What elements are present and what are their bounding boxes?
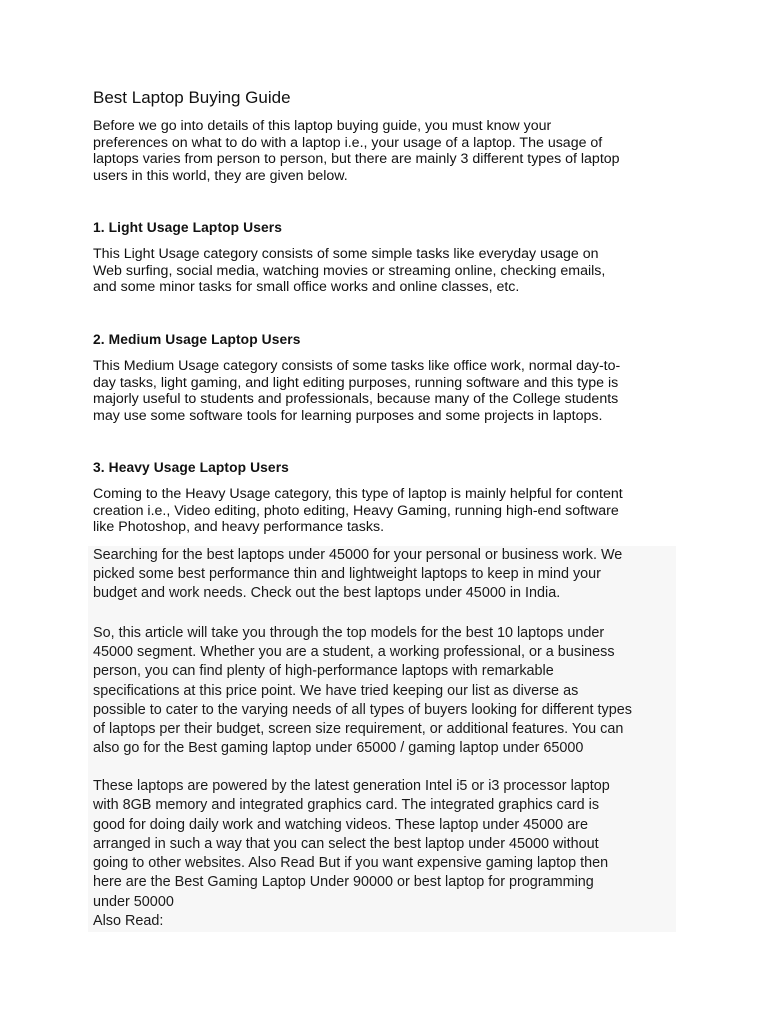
box-line: Also Read: bbox=[93, 913, 164, 930]
box-line: with 8GB memory and integrated graphics card. The integrated graphics card is bbox=[93, 797, 600, 814]
box-line: specifications at this price point. We have tried keeping our list as diverse as bbox=[93, 682, 579, 699]
box-line: person, you can find plenty of high-performance laptops with remarkable bbox=[93, 663, 554, 680]
box-line: arranged in such a way that you can select the best laptop under 45000 without bbox=[93, 835, 599, 852]
section-line: may use some software tools for learning purposes and some projects in laptops. bbox=[93, 407, 603, 424]
intro-line: users in this world, they are given below. bbox=[93, 167, 348, 184]
intro-paragraph bbox=[93, 118, 683, 184]
section-line: like Photoshop, and heavy performance tasks. bbox=[93, 519, 385, 536]
box-line: 45000 segment. Whether you are a student, a working professional, or a business bbox=[93, 644, 615, 661]
intro-line: laptops varies from person to person, but there are mainly 3 different types of laptop bbox=[93, 151, 620, 168]
box-line: going to other websites. Also Read But if you want expensive gaming laptop then bbox=[93, 855, 609, 872]
box-line: here are the Best Gaming Laptop Under 90000 or best laptop for programming bbox=[93, 874, 594, 891]
box-line: under 50000 bbox=[93, 893, 174, 910]
document-title: Best Laptop Buying Guide bbox=[93, 88, 291, 107]
box-line: budget and work needs. Check out the best laptops under 45000 in India. bbox=[93, 585, 561, 601]
section-line: Coming to the Heavy Usage category, this type of laptop is mainly helpful for content bbox=[93, 486, 623, 502]
section-line: majorly useful to students and professionals, because many of the College students bbox=[93, 391, 619, 408]
box-line: possible to cater to the varying needs of all types of buyers looking for different types bbox=[93, 701, 632, 718]
box-paragraph-2 bbox=[93, 624, 677, 758]
section-heading: 1. Light Usage Laptop Users bbox=[93, 220, 282, 235]
section-line: creation i.e., Video editing, photo editing, Heavy Gaming, running high-end software bbox=[93, 502, 619, 519]
box-line: These laptops are powered by the latest generation Intel i5 or i3 processor laptop bbox=[93, 778, 610, 794]
section-heavy-usage bbox=[93, 460, 683, 536]
section-medium-usage bbox=[93, 332, 683, 424]
intro-line: preferences on what to do with a laptop i.e., your usage of a laptop. The usage of bbox=[93, 134, 603, 151]
section-light-usage bbox=[93, 220, 683, 296]
section-line: Web surfing, social media, watching movies or streaming online, checking emails, bbox=[93, 262, 606, 279]
box-line: of laptops per their budget, screen size requirement, or additional features. You can bbox=[93, 721, 624, 738]
box-line: also go for the Best gaming laptop under 65000 / gaming laptop under 65000 bbox=[93, 740, 584, 757]
section-line: This Medium Usage category consists of some tasks like office work, normal day-to- bbox=[93, 358, 621, 374]
box-line: good for doing daily work and watching videos. These laptop under 45000 are bbox=[93, 816, 588, 833]
section-line: day tasks, light gaming, and light editing purposes, running software and this type is bbox=[93, 374, 619, 391]
section-line: and some minor tasks for small office works and online classes, etc. bbox=[93, 279, 520, 296]
box-line: So, this article will take you through the top models for the best 10 laptops under bbox=[93, 625, 605, 641]
box-line: picked some best performance thin and lightweight laptops to keep in mind your bbox=[93, 566, 601, 582]
section-line: This Light Usage category consists of some simple tasks like everyday usage on bbox=[93, 246, 599, 262]
section-heading: 2. Medium Usage Laptop Users bbox=[93, 332, 301, 347]
section-heading: 3. Heavy Usage Laptop Users bbox=[93, 460, 289, 475]
box-paragraph-3 bbox=[93, 777, 677, 931]
intro-line: Before we go into details of this laptop buying guide, you must know your bbox=[93, 118, 552, 134]
box-paragraph-1 bbox=[93, 546, 677, 603]
box-line: Searching for the best laptops under 45000 for your personal or business work. We bbox=[93, 547, 623, 563]
